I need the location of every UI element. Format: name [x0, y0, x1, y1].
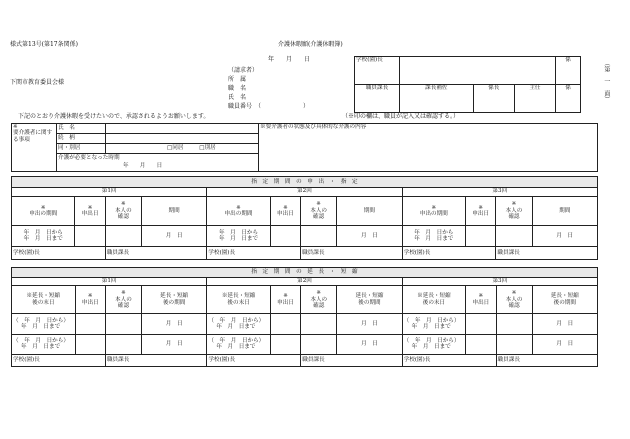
request-date-cell[interactable]	[75, 334, 105, 354]
period-cell[interactable]: 月 日	[532, 226, 598, 247]
care-field-label: 氏 名	[57, 124, 106, 134]
period-cell[interactable]: 月 日	[337, 226, 402, 247]
designation-title: 指 定 期 間 の 申 出 ・ 指 定	[12, 177, 598, 188]
approval-cell: 課長補佐	[400, 85, 474, 113]
round-label: 第3回	[402, 187, 597, 196]
range-from: （ 年 月 日から）	[403, 337, 460, 344]
care-heading: 要介護者に関する事項	[13, 130, 53, 143]
approval-cell: 係	[556, 57, 581, 85]
range-from: 年 月 日から	[218, 229, 259, 236]
form-number: 様式第13号(第17条関係)	[10, 41, 78, 48]
page-side-label: （第 一 面）	[602, 60, 610, 102]
period-cell[interactable]: 月 日	[532, 314, 597, 334]
col-date-header: ※ 申出日	[270, 286, 300, 314]
school-head-cell[interactable]: 学校(園)長	[402, 355, 496, 367]
round-label: 第2回	[207, 187, 402, 196]
col-request-header: ※ 申出の期間	[402, 196, 465, 225]
ext-range-cell[interactable]	[207, 334, 271, 354]
applicant-field: 職員番号 （ ）	[228, 103, 310, 110]
ext-range-cell[interactable]	[207, 314, 271, 334]
col-request-header: ※延長・短縮 後の末日	[207, 286, 271, 314]
range-from: （ 年 月 日から）	[403, 317, 460, 324]
range-to: 年 月 日まで	[21, 344, 61, 351]
range-from: （ 年 月 日から）	[208, 337, 265, 344]
document-title: 介護休暇願(介護休暇簿)	[278, 41, 343, 48]
range-from: （ 年 月 日から）	[13, 317, 69, 324]
range-to: 年 月 日まで	[218, 236, 259, 243]
round-label: 第2回	[207, 277, 402, 286]
school-head-cell[interactable]: 学校(園)長	[207, 355, 301, 367]
range-from: 年 月 日から	[23, 229, 63, 236]
staff-head-cell[interactable]: 職員課長	[105, 247, 207, 260]
approval-cell: 学校(園)長	[355, 57, 400, 85]
confirm-cell[interactable]	[301, 314, 337, 334]
date-line: 年 月 日	[268, 56, 311, 63]
applicant-field: 所 属	[228, 76, 247, 83]
range-to: 年 月 日まで	[411, 344, 451, 351]
ext-range-cell[interactable]	[402, 334, 466, 354]
col-confirm-header: ※ 本人の 確認	[301, 286, 337, 314]
staff-head-cell[interactable]: 職員課長	[301, 247, 403, 260]
range-to: 年 月 日まで	[216, 323, 256, 330]
living-options	[106, 143, 259, 153]
request-range-cell[interactable]	[402, 226, 465, 247]
col-period-header: 延長・短縮 後の期間	[142, 286, 207, 314]
ext-range-cell[interactable]	[12, 314, 76, 334]
care-info-table	[11, 123, 598, 172]
request-date-cell[interactable]	[270, 334, 300, 354]
range-to: 年 月 日まで	[414, 236, 454, 243]
care-field-value[interactable]	[106, 124, 259, 134]
care-field-label: 同・別居	[57, 143, 106, 153]
request-range-cell[interactable]	[207, 226, 270, 247]
range-to: 年 月 日まで	[216, 344, 256, 351]
confirm-cell[interactable]	[105, 334, 141, 354]
request-date-cell[interactable]	[466, 334, 496, 354]
approval-cell: 主任	[514, 85, 555, 113]
care-period-date[interactable]: 年 月 日	[57, 162, 259, 171]
request-date-cell[interactable]	[466, 314, 496, 334]
approval-cell	[400, 57, 556, 85]
approval-cell: 係	[556, 85, 581, 113]
col-period-header: 期間	[141, 196, 206, 225]
confirm-cell[interactable]	[496, 226, 532, 247]
care-condition-cell[interactable]	[259, 124, 598, 172]
confirm-cell[interactable]	[496, 334, 532, 354]
range-from: 年 月 日から	[414, 229, 454, 236]
extension-title: 指 定 期 間 の 延 長 ・ 短 縮	[12, 268, 598, 278]
col-confirm-header: ※ 本人の 確認	[496, 286, 532, 314]
request-date-cell[interactable]	[466, 226, 496, 247]
col-date-header: ※ 申出日	[466, 286, 496, 314]
living-apart-checkbox[interactable]: □別居	[199, 144, 216, 151]
staff-head-cell[interactable]: 職員課長	[301, 355, 402, 367]
confirm-cell[interactable]	[496, 314, 532, 334]
request-date-cell[interactable]	[75, 226, 105, 247]
request-text: 下記のとおり介護休暇を受けたいので、承認されるようお願いします。	[18, 113, 210, 120]
school-head-cell[interactable]: 学校(園)長	[207, 247, 301, 260]
school-head-cell[interactable]: 学校(園)長	[12, 355, 106, 367]
col-request-header: ※延長・短縮 後の末日	[402, 286, 466, 314]
care-heading-cell	[12, 124, 57, 172]
round-label: 第1回	[12, 277, 207, 286]
col-period-header: 延長・短縮 後の期間	[532, 286, 597, 314]
care-field-label: 続 柄	[57, 133, 106, 143]
care-mark: ※	[13, 124, 18, 130]
col-confirm-header: ※ 本人の 確認	[105, 196, 141, 225]
request-date-cell[interactable]	[270, 226, 300, 247]
care-period-label: 介護が必要となった時期	[57, 153, 259, 162]
addressee: 下関市教育委員会様	[10, 79, 65, 86]
staff-head-cell[interactable]: 職員課長	[105, 355, 206, 367]
range-to: 年 月 日まで	[411, 323, 451, 330]
check-note: （※印の欄は、職員が記入又は確認する。）	[342, 113, 460, 120]
applicant-label: （請求者）	[228, 67, 259, 74]
ext-range-cell[interactable]	[12, 334, 76, 354]
extension-table	[11, 267, 598, 367]
confirm-cell[interactable]	[301, 334, 337, 354]
col-confirm-header: ※ 本人の 確認	[105, 286, 141, 314]
staff-head-cell[interactable]: 職員課長	[496, 247, 598, 260]
col-date-header: ※ 申出日	[75, 196, 105, 225]
confirm-cell[interactable]	[301, 226, 337, 247]
range-to: 年 月 日まで	[21, 323, 61, 330]
school-head-cell[interactable]: 学校(園)長	[12, 247, 106, 260]
round-label: 第1回	[12, 187, 207, 196]
range-to: 年 月 日まで	[23, 236, 63, 243]
round-label: 第3回	[402, 277, 597, 286]
col-request-header: ※延長・短縮 後の末日	[12, 286, 76, 314]
approval-table	[354, 56, 581, 113]
col-date-header: ※ 申出日	[270, 196, 300, 225]
confirm-cell[interactable]	[105, 314, 141, 334]
period-cell[interactable]: 月 日	[142, 314, 207, 334]
approval-cell: 係長	[473, 85, 514, 113]
care-condition-label: ※要介護者の状態及び具体的な介護の内容	[260, 124, 367, 130]
staff-head-cell[interactable]: 職員課長	[496, 355, 597, 367]
period-cell[interactable]: 月 日	[532, 334, 597, 354]
period-cell[interactable]: 月 日	[337, 314, 402, 334]
request-range-cell[interactable]	[12, 226, 75, 247]
applicant-field: 職 名	[228, 85, 247, 92]
col-period-header: 期間	[337, 196, 402, 225]
request-date-cell[interactable]	[75, 314, 105, 334]
designation-table	[11, 176, 598, 260]
period-cell[interactable]: 月 日	[141, 226, 206, 247]
applicant-field: 氏 名	[228, 94, 247, 101]
col-period-header: 期間	[532, 196, 598, 225]
school-head-cell[interactable]: 学校(園)長	[402, 247, 496, 260]
living-together-checkbox[interactable]: □同居	[167, 144, 184, 151]
col-date-header: ※ 申出日	[466, 196, 496, 225]
col-confirm-header: ※ 本人の 確認	[496, 196, 532, 225]
confirm-cell[interactable]	[105, 226, 141, 247]
range-from: （ 年 月 日から）	[13, 337, 69, 344]
period-cell[interactable]: 月 日	[142, 334, 207, 354]
col-request-header: ※ 申出の期間	[207, 196, 270, 225]
period-cell[interactable]: 月 日	[337, 334, 402, 354]
ext-range-cell[interactable]	[402, 314, 466, 334]
request-date-cell[interactable]	[270, 314, 300, 334]
col-confirm-header: ※ 本人の 確認	[301, 196, 337, 225]
care-field-value[interactable]	[106, 133, 259, 143]
col-period-header: 延長・短縮 後の期間	[337, 286, 402, 314]
range-from: （ 年 月 日から）	[208, 317, 265, 324]
col-date-header: ※ 申出日	[75, 286, 105, 314]
approval-cell: 職員課長	[355, 85, 400, 113]
col-request-header: ※ 申出の期間	[12, 196, 75, 225]
